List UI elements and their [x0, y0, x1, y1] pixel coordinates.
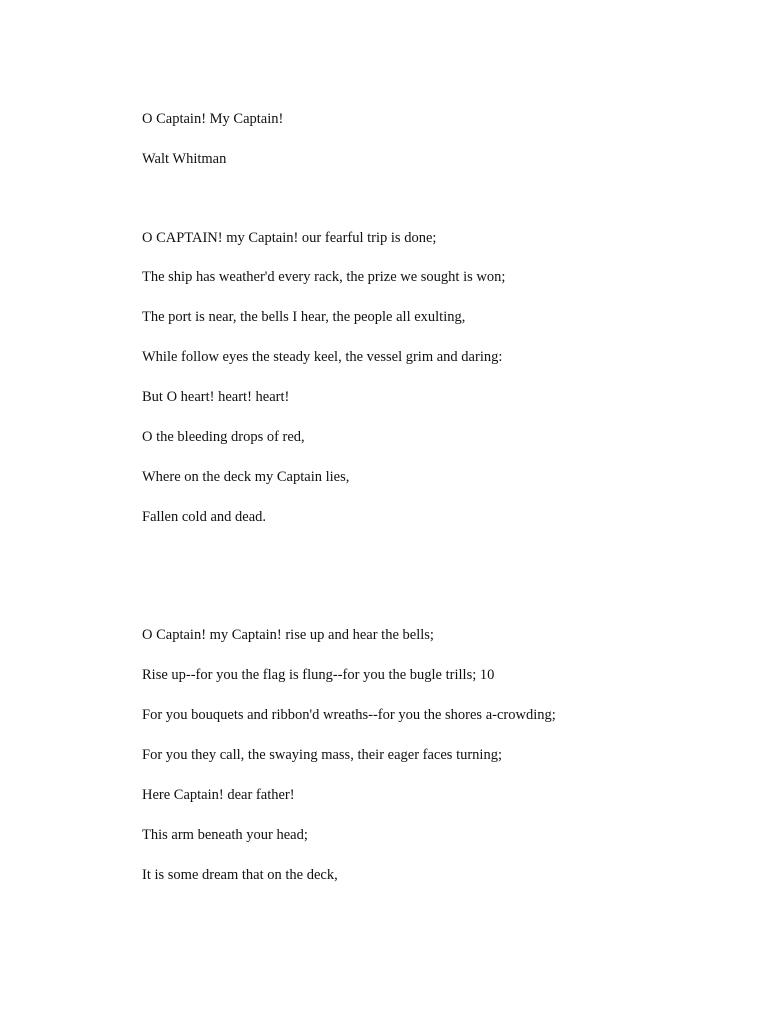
poem-line: O CAPTAIN! my Captain! our fearful trip is done; [142, 230, 437, 246]
poem-title: O Captain! My Captain! [142, 111, 284, 127]
poem-line: Here Captain! dear father! [142, 787, 295, 803]
poem-line: This arm beneath your head; [142, 827, 308, 843]
poem-line: While follow eyes the steady keel, the vessel grim and daring: [142, 349, 503, 365]
poem-line: The ship has weather'd every rack, the prize we sought is won; [142, 269, 506, 285]
poem-line: O the bleeding drops of red, [142, 429, 305, 445]
poem-line: For you bouquets and ribbon'd wreaths--for you the shores a-crowding; [142, 707, 556, 723]
poem-line: Rise up--for you the flag is flung--for you the bugle trills; 10 [142, 667, 495, 683]
poem-line: For you they call, the swaying mass, their eager faces turning; [142, 747, 502, 763]
poem-line: It is some dream that on the deck, [142, 867, 338, 883]
poem-line: But O heart! heart! heart! [142, 389, 290, 405]
poem-line: Where on the deck my Captain lies, [142, 469, 350, 485]
poem-line: O Captain! my Captain! rise up and hear the bells; [142, 627, 434, 643]
poem-author: Walt Whitman [142, 151, 227, 167]
poem-line: Fallen cold and dead. [142, 509, 267, 525]
poem-line: The port is near, the bells I hear, the people all exulting, [142, 309, 466, 325]
